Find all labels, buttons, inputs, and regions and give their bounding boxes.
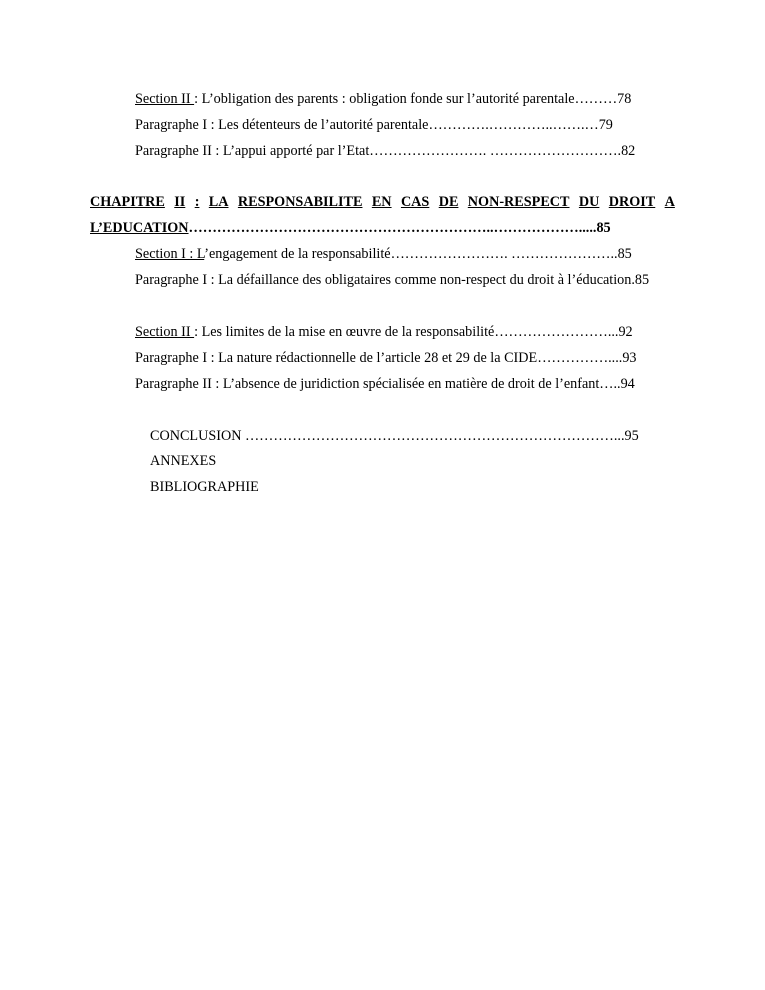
chapter-word: DU [578,194,600,210]
section-label: Section II [135,324,195,340]
chapter-word: : [194,194,200,210]
section-label: Section II [135,91,195,107]
toc-section-2-obligation-parents [135,90,631,108]
chapter-word: LA [208,194,229,210]
chapter-word: CAS [400,194,430,210]
paragraph-title: Paragraphe I : La défaillance des obligataires comme non-respect du droit à l’éducation.85 [135,272,650,288]
chapter-word: A [664,194,675,210]
chapter-word: RESPONSABILITE [237,194,363,210]
toc-paragraph-appui-etat [135,142,635,160]
paragraph-title: Paragraphe I : Les détenteurs de l’autorité parentale………….…………..…….…79 [135,117,613,133]
toc-annexes [150,452,216,470]
chapter-word: NON-RESPECT [467,194,570,210]
conclusion-entry: CONCLUSION ……………………………………………………………………...95 [150,428,639,444]
toc-chapter-2-heading [90,193,675,211]
toc-paragraph-defaillance [135,271,649,289]
paragraph-title: Paragraphe I : La nature rédactionnelle de l’article 28 et 29 de la CIDE……………....93 [135,350,637,366]
toc-paragraph-absence-juridiction [135,375,635,393]
chapter-leader-page: ………………………………………………………..……………….....85 [188,220,611,236]
toc-conclusion [150,427,639,445]
section-title: ’engagement de la responsabilité……………………. …………………..85 [204,246,632,262]
chapter-word: II [174,194,186,210]
toc-section-2-limites [135,323,633,341]
section-label: Section I : L [135,246,205,262]
toc-section-1-engagement [135,245,632,263]
section-title: : Les limites de la mise en œuvre de la responsabilité……………………...92 [194,324,633,340]
paragraph-title: Paragraphe II : L’appui apporté par l’Etat……………………. ……………………….82 [135,143,636,159]
chapter-word: DE [438,194,459,210]
bibliographie-entry: BIBLIOGRAPHIE [150,479,259,495]
toc-bibliographie [150,478,259,496]
chapter-word: DROIT [608,194,656,210]
chapter-title-end: L’EDUCATION [90,220,189,236]
chapter-word: CHAPITRE [90,194,165,210]
toc-paragraph-detenteurs [135,116,613,134]
chapter-word: EN [371,194,392,210]
paragraph-title: Paragraphe II : L’absence de juridiction spécialisée en matière de droit de l’enfant…..94 [135,376,635,392]
toc-paragraph-nature-redactionnelle [135,349,637,367]
toc-chapter-2-heading-line-2 [90,219,675,237]
section-title: : L’obligation des parents : obligation fonde sur l’autorité parentale………78 [194,91,632,107]
annexes-entry: ANNEXES [150,453,217,469]
